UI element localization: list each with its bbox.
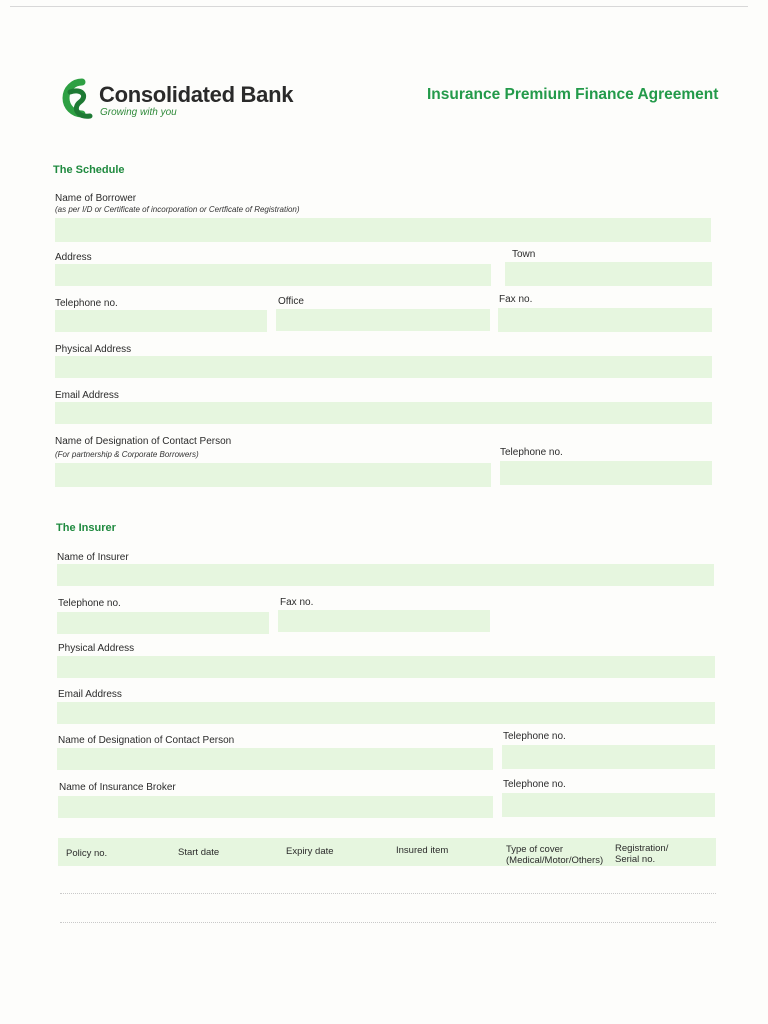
town-field[interactable] <box>505 262 712 286</box>
table-row-line <box>60 893 716 894</box>
contact-person-field[interactable] <box>55 463 491 487</box>
broker-telephone-label: Telephone no. <box>503 779 566 790</box>
brand-tagline: Growing with you <box>100 107 177 118</box>
insurer-contact-telephone-label: Telephone no. <box>503 731 566 742</box>
insurer-contact-telephone-field[interactable] <box>502 745 715 769</box>
schedule-heading: The Schedule <box>53 164 125 176</box>
office-label: Office <box>278 296 304 307</box>
table-row-line <box>60 922 716 923</box>
cb-logo-icon <box>52 74 98 126</box>
insurer-physical-address-label: Physical Address <box>58 643 135 654</box>
fax-field[interactable] <box>498 308 712 332</box>
email-field[interactable] <box>55 402 712 424</box>
brand-name: Consolidated Bank <box>99 82 294 107</box>
telephone-field[interactable] <box>55 310 267 332</box>
top-border <box>10 6 748 7</box>
town-label: Town <box>512 249 536 260</box>
insurer-telephone-field[interactable] <box>57 612 269 634</box>
col-insured-item: Insured item <box>396 845 449 856</box>
document-title: Insurance Premium Finance Agreement <box>427 86 719 103</box>
borrower-name-field[interactable] <box>55 218 711 242</box>
telephone-label: Telephone no. <box>55 298 118 309</box>
fax-label: Fax no. <box>499 294 533 305</box>
broker-telephone-field[interactable] <box>502 793 715 817</box>
col-start-date: Start date <box>178 847 220 858</box>
office-field[interactable] <box>276 309 490 331</box>
col-expiry-date: Expiry date <box>286 846 334 857</box>
physical-address-label: Physical Address <box>55 344 132 355</box>
contact-person-note: (For partnership & Corporate Borrowers) <box>55 450 199 459</box>
insurer-contact-person-label: Name of Designation of Contact Person <box>58 735 235 746</box>
contact-telephone-field[interactable] <box>500 461 712 485</box>
broker-label: Name of Insurance Broker <box>59 782 176 793</box>
col-policy-no: Policy no. <box>66 848 108 859</box>
insurer-physical-address-field[interactable] <box>57 656 715 678</box>
insurer-name-field[interactable] <box>57 564 714 586</box>
col-registration-serial: Registration/ Serial no. <box>615 843 669 865</box>
borrower-name-label: Name of Borrower <box>55 193 137 204</box>
address-label: Address <box>55 252 92 263</box>
insurer-telephone-label: Telephone no. <box>58 598 121 609</box>
insurer-contact-person-field[interactable] <box>57 748 493 770</box>
broker-name-field[interactable] <box>58 796 493 818</box>
contact-telephone-label: Telephone no. <box>500 447 563 458</box>
address-field[interactable] <box>55 264 491 286</box>
email-label: Email Address <box>55 390 119 401</box>
insurer-fax-field[interactable] <box>278 610 490 632</box>
insurer-heading: The Insurer <box>56 522 116 534</box>
contact-person-label: Name of Designation of Contact Person <box>55 436 232 447</box>
insurer-email-label: Email Address <box>58 689 122 700</box>
insurer-fax-label: Fax no. <box>280 597 314 608</box>
physical-address-field[interactable] <box>55 356 712 378</box>
borrower-name-note: (as per I/D or Certificate of incorporation or Certficate of Registration) <box>55 205 300 214</box>
insurer-name-label: Name of Insurer <box>57 552 129 563</box>
insurer-email-field[interactable] <box>57 702 715 724</box>
col-type-of-cover: Type of cover (Medical/Motor/Others) <box>506 844 604 866</box>
